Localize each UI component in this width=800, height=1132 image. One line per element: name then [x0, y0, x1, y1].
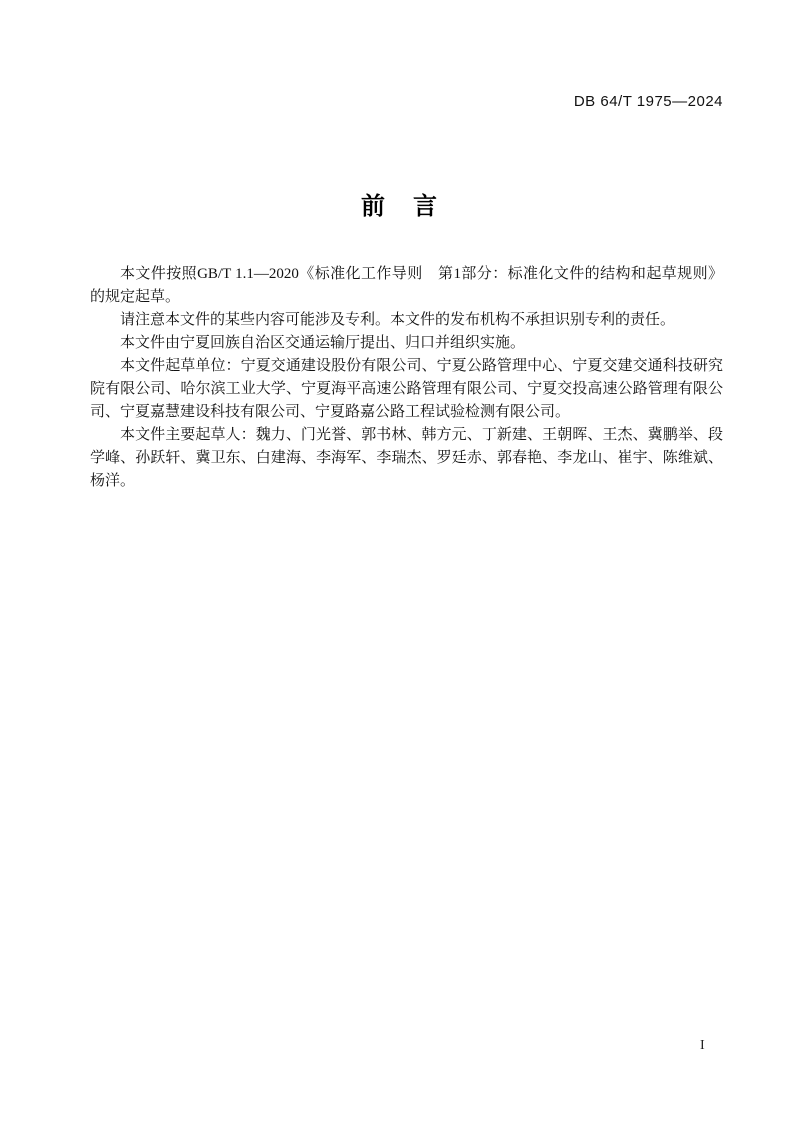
foreword-paragraph-2: 请注意本文件的某些内容可能涉及专利。本文件的发布机构不承担识别专利的责任。 — [120, 312, 676, 328]
foreword-body — [90, 263, 723, 493]
foreword-title: 前 言 — [361, 193, 439, 220]
foreword-paragraph-1: 本文件按照GB/T 1.1—2020《标准化工作导则 第1部分：标准化文件的结构和起草规则》的规定起草。 — [90, 266, 723, 305]
standard-number: DB 64/T 1975—2024 — [573, 93, 723, 110]
page-number: I — [700, 1038, 705, 1053]
foreword-paragraph-4: 本文件起草单位：宁夏交通建设股份有限公司、宁夏公路管理中心、宁夏交建交通科技研究院有限公司、哈尔滨工业大学、宁夏海平高速公路管理有限公司、宁夏交投高速公路管理有限公司、宁夏嘉慧建设科技有限公司、宁夏路嘉公路工程试验检测有限公司。 — [90, 358, 723, 420]
foreword-paragraph-3: 本文件由宁夏回族自治区交通运输厅提出、归口并组织实施。 — [120, 335, 526, 351]
foreword-paragraph-5: 本文件主要起草人：魏力、门光誉、郭书林、韩方元、丁新建、王朝晖、王杰、冀鹏举、段学峰、孙跃轩、冀卫东、白建海、李海军、李瑞杰、罗廷赤、郭春艳、李龙山、崔宇、陈维斌、杨洋。 — [90, 427, 723, 489]
